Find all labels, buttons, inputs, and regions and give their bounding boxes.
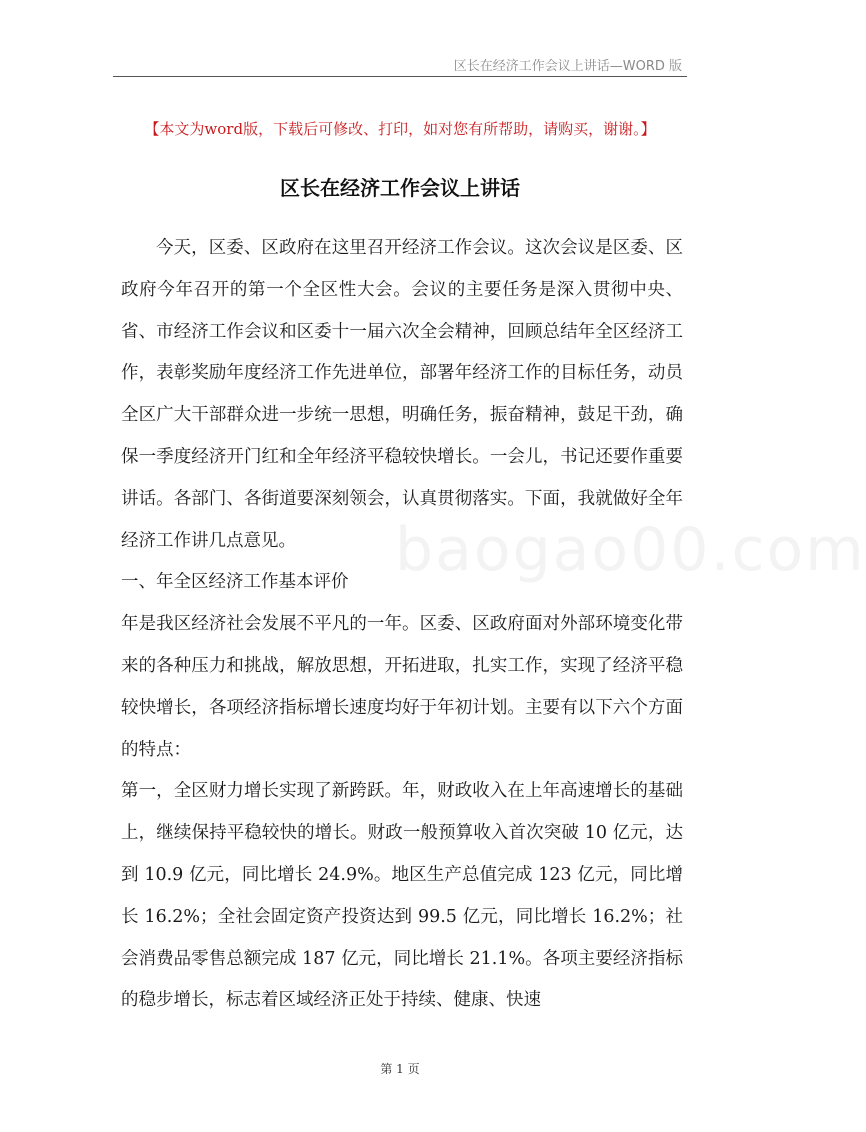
watermark: baogao00.com: [395, 515, 866, 585]
running-header: 区长在经济工作会议上讲话—WORD 版: [453, 59, 682, 74]
purchase-notice: 【本文为word版，下载后可修改、打印，如对您有所帮助，请购买，谢谢。】: [144, 120, 656, 138]
section-heading: 一、年全区经济工作基本评价: [121, 572, 349, 593]
paragraph-overview: 年是我区经济社会发展不平凡的一年。区委、区政府面对外部环境变化带来的各种压力和挑战，解放思想，开拓进取，扎实工作，实现了经济平稳较快增长，各项经济指标增长速度均好于年初计划。主要有以下六个方面的特点：: [121, 614, 683, 760]
document-title: 区长在经济工作会议上讲话: [280, 176, 520, 200]
paragraph-point-one: 第一，全区财力增长实现了新跨跃。年，财政收入在上年高速增长的基础上，继续保持平稳较快的增长。财政一般预算收入首次突破 10 亿元，达到 10.9 亿元，同比增长 24.9%。地区生产总值完成 123 亿元，同比增长 16.2%；全社会固定资产投资达到 99.5 亿元，同比增长 16.2%；社会消费品零售总额完成 187 亿元，同比增长 21.1%。各项主要经济指标的稳步增长，标志着区域经济正处于持续、健康、快速: [121, 781, 683, 1011]
header-divider: [113, 76, 687, 77]
page-number: 第 1 页: [380, 1062, 420, 1076]
paragraph-intro: 今天，区委、区政府在这里召开经济工作会议。这次会议是区委、区政府今年召开的第一个全区性大会。会议的主要任务是深入贯彻中央、省、市经济工作会议和区委十一届六次全会精神，回顾总结年全区经济工作，表彰奖励年度经济工作先进单位，部署年经济工作的目标任务，动员全区广大干部群众进一步统一思想，明确任务，振奋精神，鼓足干劲，确保一季度经济开门红和全年经济平稳较快增长。一会儿，书记还要作重要讲话。各部门、各街道要深刻领会，认真贯彻落实。下面，我就做好全年经济工作讲几点意见。: [121, 238, 683, 551]
document-body: [121, 228, 683, 1022]
